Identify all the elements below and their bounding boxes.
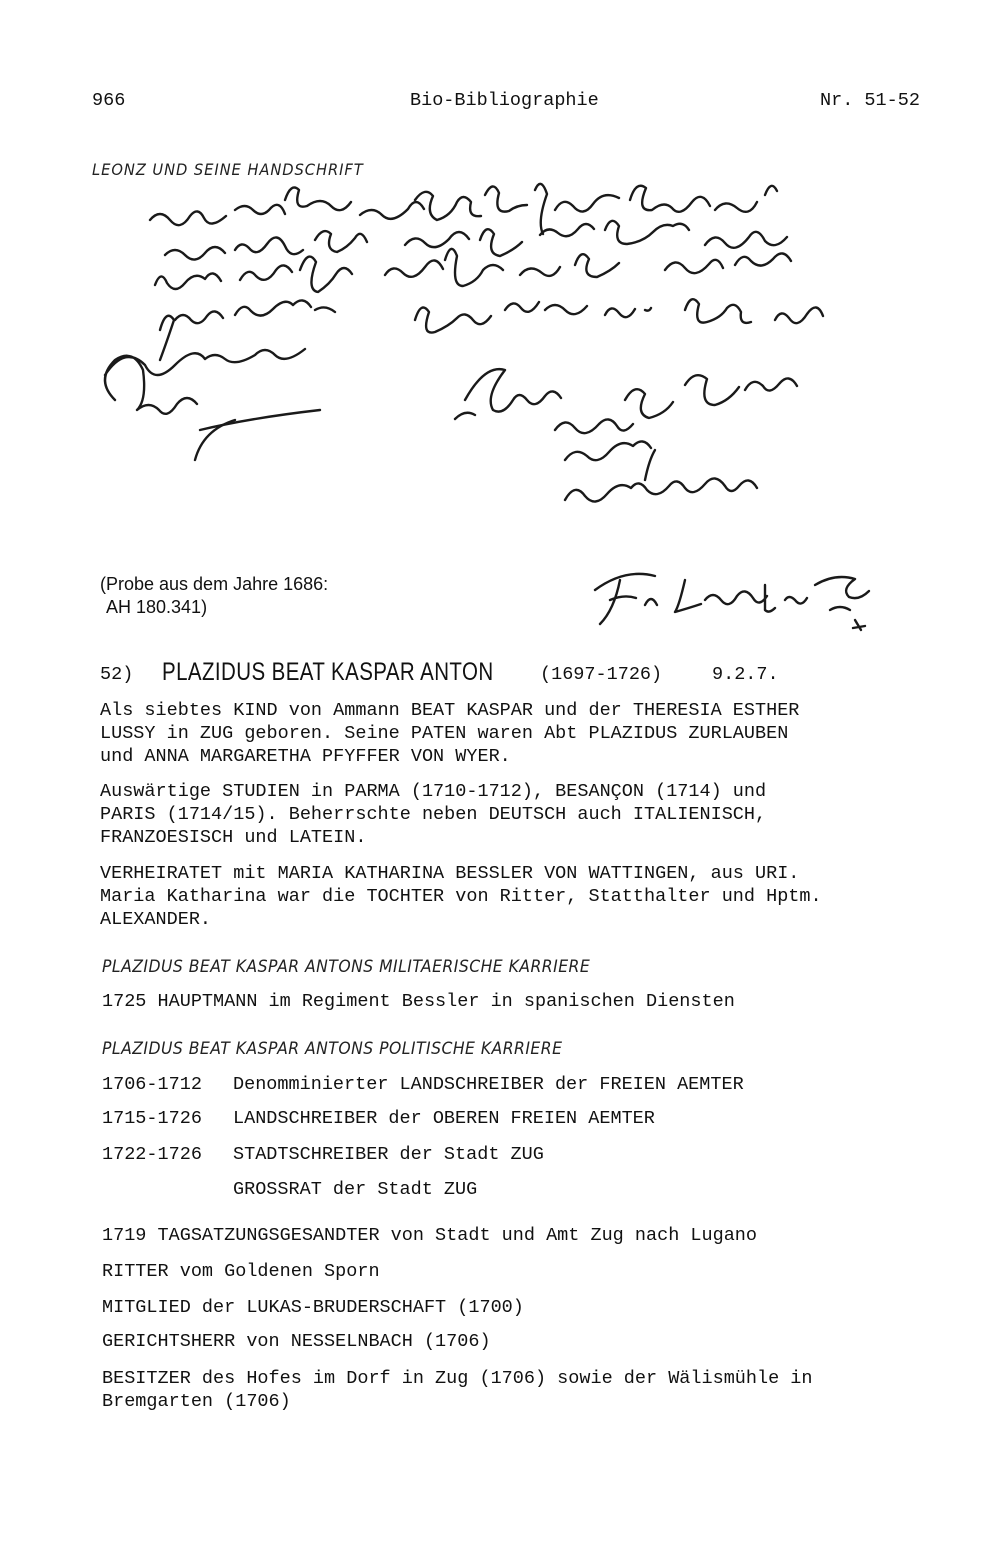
political-career-heading: PLAZIDUS BEAT KASPAR ANTONS POLITISCHE KARRIERE xyxy=(102,1039,563,1059)
entry-code: 9.2.7. xyxy=(712,664,779,685)
text-line: ALEXANDER. xyxy=(100,909,212,930)
career-years: 1706-1712 xyxy=(102,1074,202,1095)
page-number: 966 xyxy=(92,90,126,111)
text-line: und ANNA MARGARETHA PFYFFER VON WYER. xyxy=(100,746,511,767)
text-line: Auswärtige STUDIEN in PARMA (1710-1712), BESANÇON (1714) und xyxy=(100,781,767,802)
section-number: Nr. 51-52 xyxy=(820,90,920,111)
text-line: LUSSY in ZUG geboren. Seine PATEN waren Abt PLAZIDUS ZURLAUBEN xyxy=(100,723,789,744)
career-role: LANDSCHREIBER der OBEREN FREIEN AEMTER xyxy=(233,1108,655,1129)
text-line: BESITZER des Hofes im Dorf in Zug (1706) sowie der Wälismühle in xyxy=(102,1368,813,1389)
career-role: GROSSRAT der Stadt ZUG xyxy=(233,1179,478,1200)
fact-item: RITTER vom Goldenen Sporn xyxy=(102,1261,380,1282)
text-line: Als siebtes KIND von Ammann BEAT KASPAR und der THERESIA ESTHER xyxy=(100,700,800,721)
text-line: Bremgarten (1706) xyxy=(102,1391,291,1412)
figure-caption-heading: LEONZ UND SEINE HANDSCHRIFT xyxy=(92,160,364,179)
paragraph-studies xyxy=(100,780,980,849)
military-career-item: 1725 HAUPTMANN im Regiment Bessler in spanischen Diensten xyxy=(102,991,735,1012)
entry-number: 52) xyxy=(100,664,134,685)
figure-caption-line-1: (Probe aus dem Jahre 1686: xyxy=(100,574,329,594)
paragraph-birth xyxy=(100,699,980,768)
entry-dates: (1697-1726) xyxy=(540,664,663,685)
paragraph-marriage xyxy=(100,862,980,931)
text-line: Maria Katharina war die TOCHTER von Ritter, Statthalter und Hptm. xyxy=(100,886,822,907)
running-title: Bio-Bibliographie xyxy=(410,90,599,111)
military-career-heading: PLAZIDUS BEAT KASPAR ANTONS MILITAERISCHE KARRIERE xyxy=(102,957,591,977)
career-role: STADTSCHREIBER der Stadt ZUG xyxy=(233,1144,544,1165)
text-line: VERHEIRATET mit MARIA KATHARINA BESSLER VON WATTINGEN, aus URI. xyxy=(100,863,800,884)
text-line: PARIS (1714/15). Beherrschte neben DEUTSCH auch ITALIENISCH, xyxy=(100,804,767,825)
fact-item: GERICHTSHERR von NESSELNBACH (1706) xyxy=(102,1331,491,1352)
career-role: Denomminierter LANDSCHREIBER der FREIEN AEMTER xyxy=(233,1074,744,1095)
career-years: 1715-1726 xyxy=(102,1108,202,1129)
fact-item: MITGLIED der LUKAS-BRUDERSCHAFT (1700) xyxy=(102,1297,524,1318)
figure-caption-line-2: AH 180.341) xyxy=(106,597,208,617)
fact-item: 1719 TAGSATZUNGSGESANDTER von Stadt und Amt Zug nach Lugano xyxy=(102,1225,758,1246)
handwriting-manuscript-image xyxy=(85,160,895,560)
fact-item-property xyxy=(102,1367,982,1413)
text-line: FRANZOESISCH und LATEIN. xyxy=(100,827,367,848)
entry-name: PLAZIDUS BEAT KASPAR ANTON xyxy=(162,658,494,686)
signature-image xyxy=(585,560,885,640)
career-years: 1722-1726 xyxy=(102,1144,202,1165)
